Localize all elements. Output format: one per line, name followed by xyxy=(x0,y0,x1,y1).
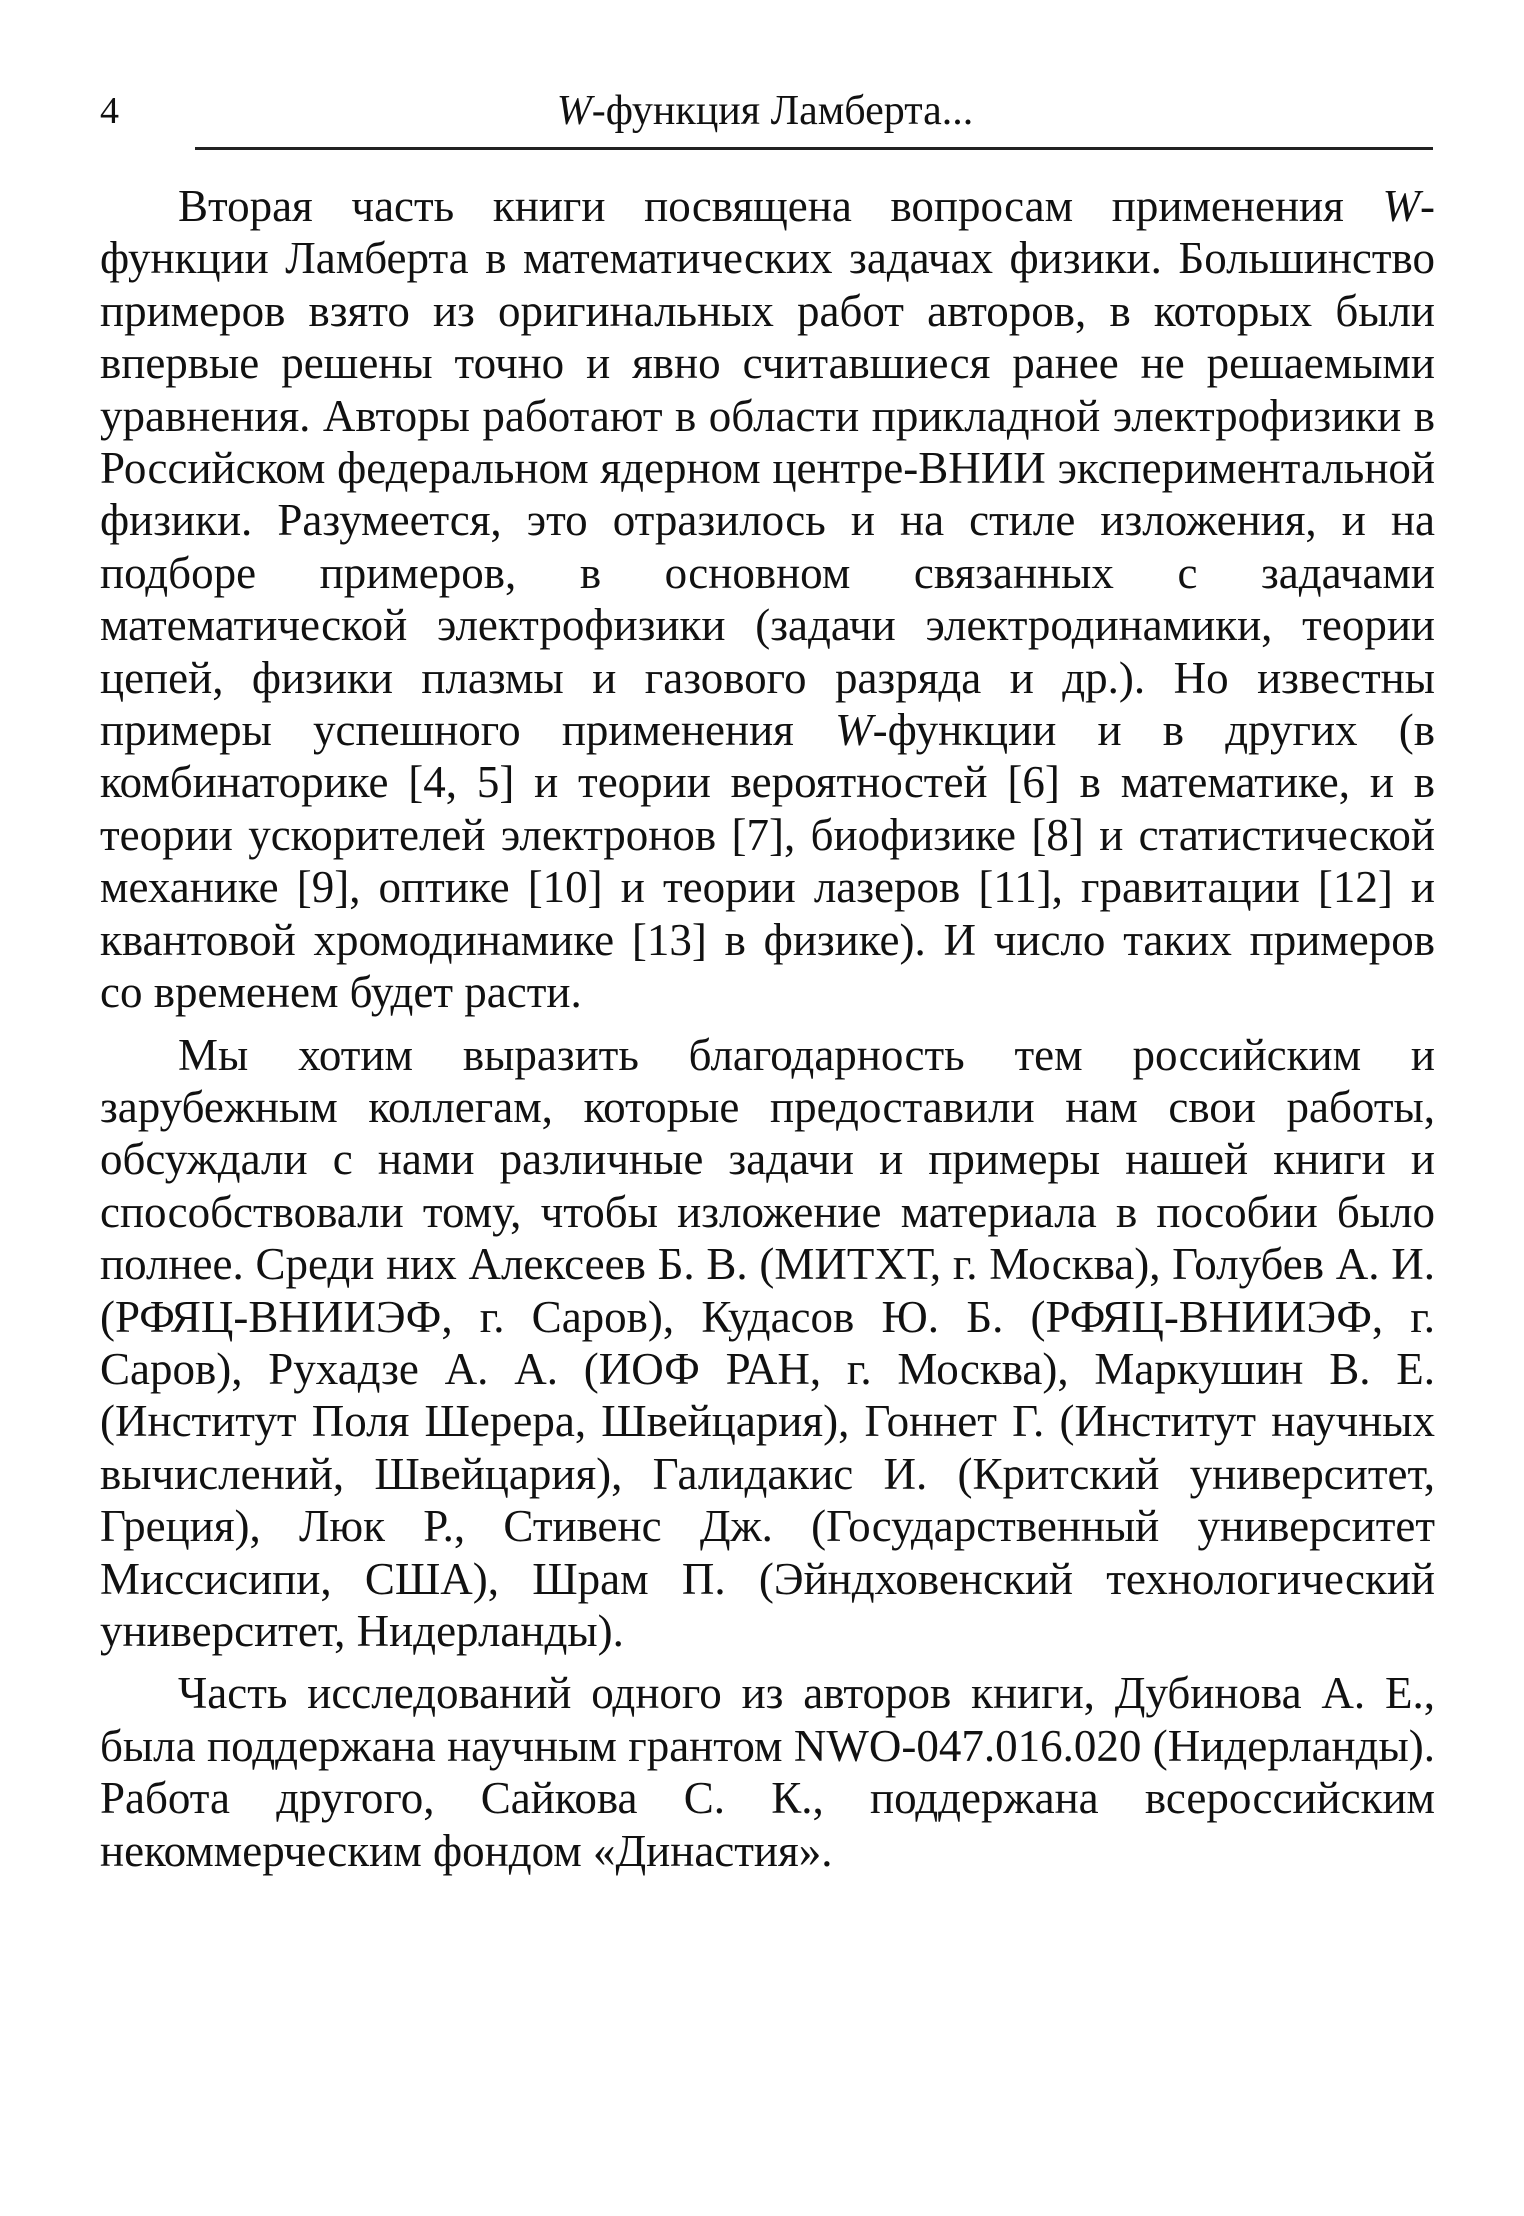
paragraph-acknowledgements xyxy=(100,1029,1435,1658)
text-run: -функции Ламберта в математических задачах физики. Большинство примеров взято из оригинальных работ авторов, в которых были впервые решены точно и явно считавшиеся ранее не решаемыми уравнения. Авторы работают в области прикладной электрофизики в Российском федеральном ядерном центре-ВНИИ экспериментальной физики. Разумеется, это отразилось и на стиле изложения, и на подборе примеров, в основном связанных с задачами математической электрофизики (задачи электродинамики, теории цепей, физики плазмы и газового разряда и др.). Но известны примеры успешного применения xyxy=(100,181,1435,756)
page-number: 4 xyxy=(100,90,119,132)
running-title-w: W xyxy=(556,88,592,134)
italic-w: W xyxy=(1382,181,1420,231)
paragraph-grants xyxy=(100,1667,1435,1877)
italic-w: W xyxy=(835,705,873,756)
paragraph-applications xyxy=(100,180,1435,1019)
text-run: -функции и в других (в комбинаторике [4, 5] и теории вероятностей [6] в математике, и в теории ускорителей электронов [7], биофизике [8] и статистической механике [9], оптике [10] и теории лазеров [11], гравитации [12] и квантовой хромодинамике [13] в физике). И число таких примеров со временем будет расти. xyxy=(100,705,1435,1018)
text-run: Часть исследований одного из авторов книги, Дубинова А. Е., была поддержана научным грантом NWO-047.016.020 (Нидерланды). Работа другого, Сайкова С. К., поддержана всероссийским некоммерческим фондом «Династия». xyxy=(100,1668,1435,1876)
running-title-text: -функция Ламберта... xyxy=(591,88,974,134)
running-title xyxy=(100,86,1430,136)
text-run: Мы хотим выразить благодарность тем российским и зарубежным коллегам, которые предоставили нам свои работы, обсуждали с нами различные задачи и примеры нашей книги и способствовали тому, чтобы изложение материала в пособии было полнее. Среди них Алексеев Б. В. (МИТХТ, г. Москва), Голубев А. И. (РФЯЦ-ВНИИЭФ, г. Саров), Кудасов Ю. Б. (РФЯЦ-ВНИИЭФ, г. Саров), Рухадзе А. А. (ИОФ РАН, г. Москва), Маркушин В. Е. (Институт Поля Шерера, Швейцария), Гоннет Г. (Институт научных вычислений, Швейцария), Галидакис И. (Критский университет, Греция), Люк Р., Стивенс Дж. (Государственный университет Миссисипи, США), Шрам П. (Эйндховенский технологический университет, Нидерланды). xyxy=(100,1029,1435,1656)
header-rule xyxy=(195,147,1433,150)
body-text xyxy=(100,180,1435,1887)
text-run: Вторая часть книги посвящена вопросам применения xyxy=(178,181,1383,231)
running-header xyxy=(100,78,1430,144)
